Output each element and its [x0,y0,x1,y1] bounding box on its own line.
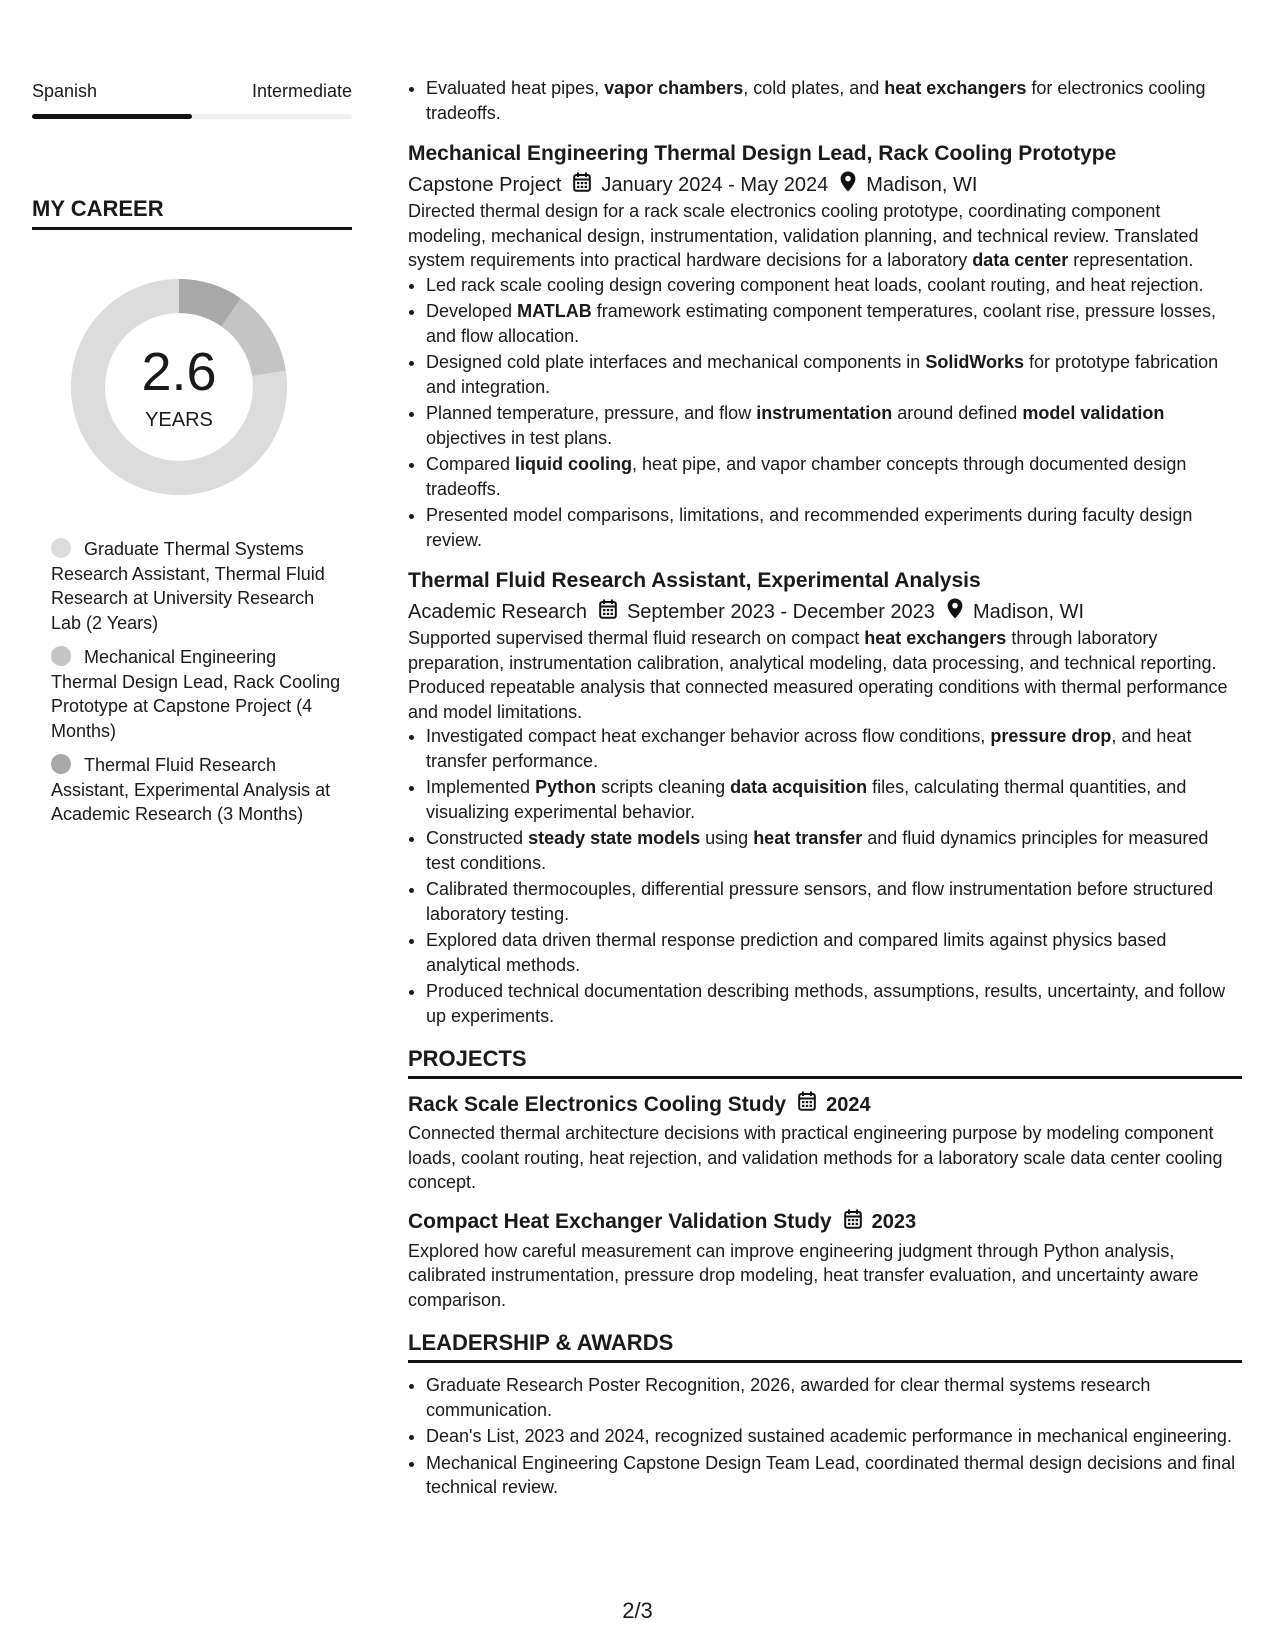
career-legend-item [51,753,341,827]
job-meta [408,171,1242,199]
language-proficiency-bar [32,114,352,119]
projects-list [408,1091,1242,1312]
career-section-title: MY CAREER [32,196,352,230]
job-location: Madison, WI [972,601,1085,623]
career-donut-chart [66,274,292,500]
award-item: • Graduate Research Poster Recognition, 2026, awarded for clear thermal systems research communication. [426,1373,1242,1422]
leadership-list [408,1373,1242,1500]
language-row [32,81,352,102]
legend-dot [51,646,71,666]
bullet-item: • Presented model comparisons, limitations, and recommended experiments during faculty design review. [426,503,1242,552]
career-total-unit: YEARS [145,409,213,431]
projects-section-title: PROJECTS [408,1046,1242,1079]
project-year: 2023 [871,1211,917,1233]
career-legend-text: Mechanical Engineering Thermal Design Lead, Rack Cooling Prototype at Capstone Project (4 Months) [51,647,341,741]
bullet-item: • Evaluated heat pipes, vapor chambers, cold plates, and heat exchangers for electronics cooling tradeoffs. [426,76,1242,125]
legend-dot [51,754,71,774]
experience-list [408,141,1242,1028]
project-description: Explored how careful measurement can improve engineering judgment through Python analysis, calibrated instrumentation, pressure drop modeling, heat transfer evaluation, and uncertainty aware comparison. [408,1240,1199,1310]
page-number: 2/3 [622,1598,653,1623]
job-bullets [408,724,1242,1028]
career-legend-text: Thermal Fluid Research Assistant, Experimental Analysis at Academic Research (3 Months) [51,755,331,824]
project-description: Connected thermal architecture decisions with practical engineering purpose by modeling component loads, coolant routing, heat rejection, and validation methods for a laboratory scale data center cooling concept. [408,1123,1223,1192]
career-legend-text: Graduate Thermal Systems Research Assistant, Thermal Fluid Research at University Research Lab (2 Years) [51,539,325,633]
career-total-value: 2.6 [141,342,217,402]
calendar-icon [844,1209,862,1236]
main-content [408,0,1242,1502]
bullet-item: • Compared liquid cooling, heat pipe, and vapor chamber concepts through documented design tradeoffs. [426,452,1242,501]
calendar-icon [599,599,617,626]
bullet-item: • Implemented Python scripts cleaning data acquisition files, calculating thermal quantities, and visualizing experimental behavior. [426,775,1242,824]
bullet-item: • Planned temperature, pressure, and flow instrumentation around defined model validation objectives in test plans. [426,401,1242,450]
job-dates: January 2024 - May 2024 [601,174,829,196]
calendar-icon [798,1091,816,1118]
project-entry [408,1209,1242,1313]
job-description: Directed thermal design for a rack scale electronics cooling prototype, coordinating component modeling, mechanical design, instrumentation, validation planning, and technical review. Translated system requirements into practical hardware decisions for a laboratory data center representation. [408,201,1199,270]
map-pin-icon [840,171,856,199]
job-organization: Capstone Project [408,174,562,196]
project-title: Compact Heat Exchanger Validation Study [408,1210,832,1233]
calendar-icon [573,172,591,199]
bullet-item: • Investigated compact heat exchanger behavior across flow conditions, pressure drop, and heat transfer performance. [426,724,1242,773]
language-proficiency-fill [32,114,192,119]
bullet-item: • Produced technical documentation describing methods, assumptions, results, uncertainty, and follow up experiments. [426,979,1242,1028]
bullet-item: • Led rack scale cooling design covering component heat loads, coolant routing, and heat rejection. [426,273,1242,298]
job-description: Supported supervised thermal fluid research on compact heat exchangers through laboratory preparation, instrumentation calibration, analytical modeling, data processing, and technical reporting. Produced repeatable analysis that connected measured operating conditions with thermal performance and model limitations. [408,628,1228,722]
previous-job-bullets [408,76,1242,125]
career-legend [51,537,341,837]
language-name: Spanish [32,81,98,101]
bullet-item: • Constructed steady state models using heat transfer and fluid dynamics principles for measured test conditions. [426,826,1242,875]
project-entry [408,1091,1242,1195]
language-level: Intermediate [251,81,352,101]
map-pin-icon [947,598,963,626]
project-year: 2024 [826,1093,871,1116]
job-entry [408,141,1242,552]
job-dates: September 2023 - December 2023 [626,601,935,623]
bullet-item: • Explored data driven thermal response prediction and compared limits against physics based analytical methods. [426,928,1242,977]
job-title: Thermal Fluid Research Assistant, Experimental Analysis [408,569,981,592]
job-location: Madison, WI [866,174,978,196]
job-title: Mechanical Engineering Thermal Design Lead, Rack Cooling Prototype [408,142,1117,165]
career-legend-item [51,645,341,743]
legend-dot [51,538,71,558]
project-header [408,1209,1242,1236]
bullet-item: • Designed cold plate interfaces and mechanical components in SolidWorks for prototype fabrication and integration. [426,350,1242,399]
award-item: • Dean's List, 2023 and 2024, recognized sustained academic performance in mechanical engineering. [426,1424,1242,1449]
job-entry [408,568,1242,1028]
job-bullets [408,273,1242,553]
bullet-item: • Calibrated thermocouples, differential pressure sensors, and flow instrumentation before structured laboratory testing. [426,877,1242,926]
career-legend-item [51,537,341,635]
job-meta [408,598,1242,626]
bullet-item: • Developed MATLAB framework estimating component temperatures, coolant rise, pressure losses, and flow allocation. [426,299,1242,348]
project-header [408,1091,1242,1118]
leadership-section-title: LEADERSHIP & AWARDS [408,1330,1242,1363]
project-title: Rack Scale Electronics Cooling Study [408,1092,787,1116]
award-item: • Mechanical Engineering Capstone Design Team Lead, coordinated thermal design decisions and final technical review. [426,1451,1242,1500]
job-organization: Academic Research [408,601,587,623]
